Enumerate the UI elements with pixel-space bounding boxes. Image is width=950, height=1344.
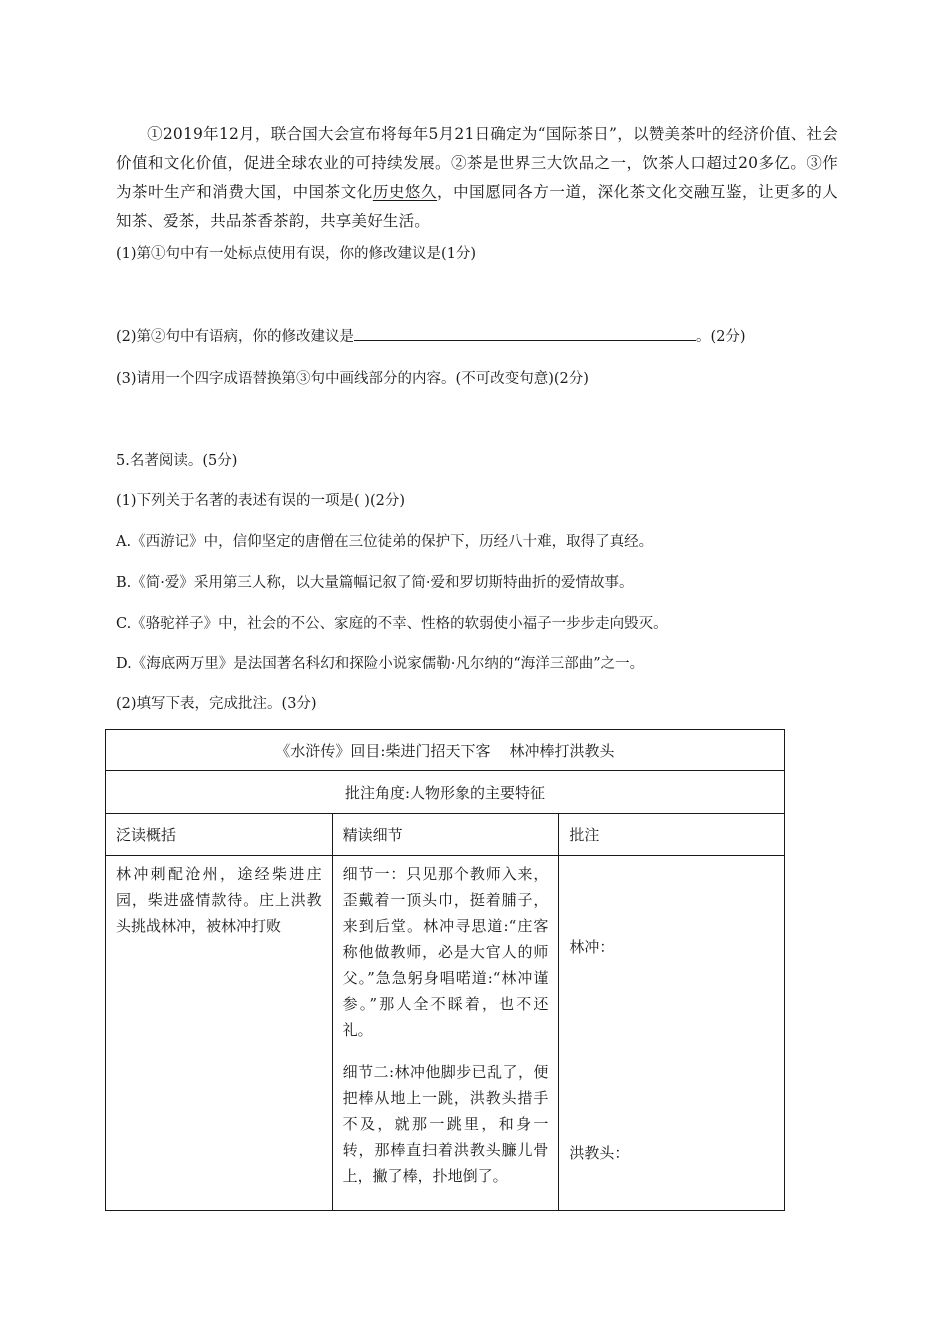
question-2-prefix: (2)第②句中有语病，你的修改建议是 bbox=[116, 329, 355, 345]
header-detail-label: 精读细节 bbox=[342, 826, 403, 844]
note-hong-jiaotou: 洪教头： bbox=[569, 1144, 630, 1162]
question-1: (1)第①句中有一处标点使用有误，你的修改建议是(1分) bbox=[116, 246, 477, 262]
table-title: 《水浒传》回目:柴进门招天下客 林冲棒打洪教头 bbox=[106, 730, 785, 771]
note-cell[interactable] bbox=[559, 856, 785, 1211]
header-summary-label: 泛读概括 bbox=[116, 826, 177, 844]
table-angle: 批注角度:人物形象的主要特征 bbox=[106, 771, 785, 814]
option-a: A.《西游记》中，信仰坚定的唐僧在三位徒弟的保护下，历经八十难，取得了真经。 bbox=[116, 534, 654, 550]
header-summary bbox=[106, 814, 333, 856]
header-note-label: 批注 bbox=[569, 826, 600, 844]
passage bbox=[116, 120, 838, 236]
passage-text: ①2019年12月，联合国大会宣布将每年5月21日确定为“国际茶日”，以赞美茶叶的经济价值、社会价值和文化价值，促进全球农业的可持续发展。②茶是世界三大饮品之一，饮茶人口超过20多亿。③作为茶叶生产和消费大国，中国茶文化 bbox=[116, 125, 838, 201]
passage-underlined-phrase: 历史悠久 bbox=[372, 183, 438, 201]
summary-text: 林冲刺配沧州，途经柴进庄园，柴进盛情款待。庄上洪教头挑战林冲，被林冲打败 bbox=[116, 865, 322, 935]
note-lin-chong: 林冲： bbox=[569, 938, 615, 956]
answer-blank[interactable] bbox=[354, 326, 696, 341]
summary-cell bbox=[106, 856, 333, 1211]
detail-2: 细节二:林冲他脚步已乱了，便把棒从地上一跳，洪教头措手不及，就那一跳里，和身一转，那棒直扫着洪教头臁儿骨上，撇了棒，扑地倒了。 bbox=[342, 1063, 549, 1185]
header-detail bbox=[332, 814, 559, 856]
question-3: (3)请用一个四字成语替换第③句中画线部分的内容。(不可改变句意)(2分) bbox=[116, 371, 589, 387]
section-5-sub1: (1)下列关于名著的表述有误的一项是( )(2分) bbox=[116, 493, 406, 509]
annotation-table bbox=[105, 729, 785, 1211]
section-5-title: 5.名著阅读。(5分) bbox=[116, 453, 238, 469]
section-5-sub2: (2)填写下表，完成批注。(3分) bbox=[116, 696, 317, 712]
passage-text-after: ，中国愿同各方一道，深化茶文化交融互鉴，让更多的人知茶、爱茶，共品茶香茶韵，共享美好生活。 bbox=[116, 183, 838, 230]
option-c: C.《骆驼祥子》中，社会的不公、家庭的不幸、性格的软弱使小福子一步步走向毁灭。 bbox=[116, 616, 668, 632]
option-b: B.《简·爱》采用第三人称，以大量篇幅记叙了简·爱和罗切斯特曲折的爱情故事。 bbox=[116, 575, 634, 591]
header-note bbox=[559, 814, 785, 856]
option-d: D.《海底两万里》是法国著名科幻和探险小说家儒勒·凡尔纳的“海洋三部曲”之一。 bbox=[116, 656, 645, 672]
detail-cell bbox=[332, 856, 559, 1211]
detail-1: 细节一：只见那个教师入来，歪戴着一顶头巾，挺着脯子，来到后堂。林冲寻思道:“庄客称他做教师，必是大官人的师父。”急急躬身唱喏道:“林冲谨参。”那人全不睬着，也不还礼。 bbox=[342, 865, 549, 1039]
question-2 bbox=[116, 325, 746, 346]
question-2-suffix: 。(2分) bbox=[696, 329, 746, 345]
